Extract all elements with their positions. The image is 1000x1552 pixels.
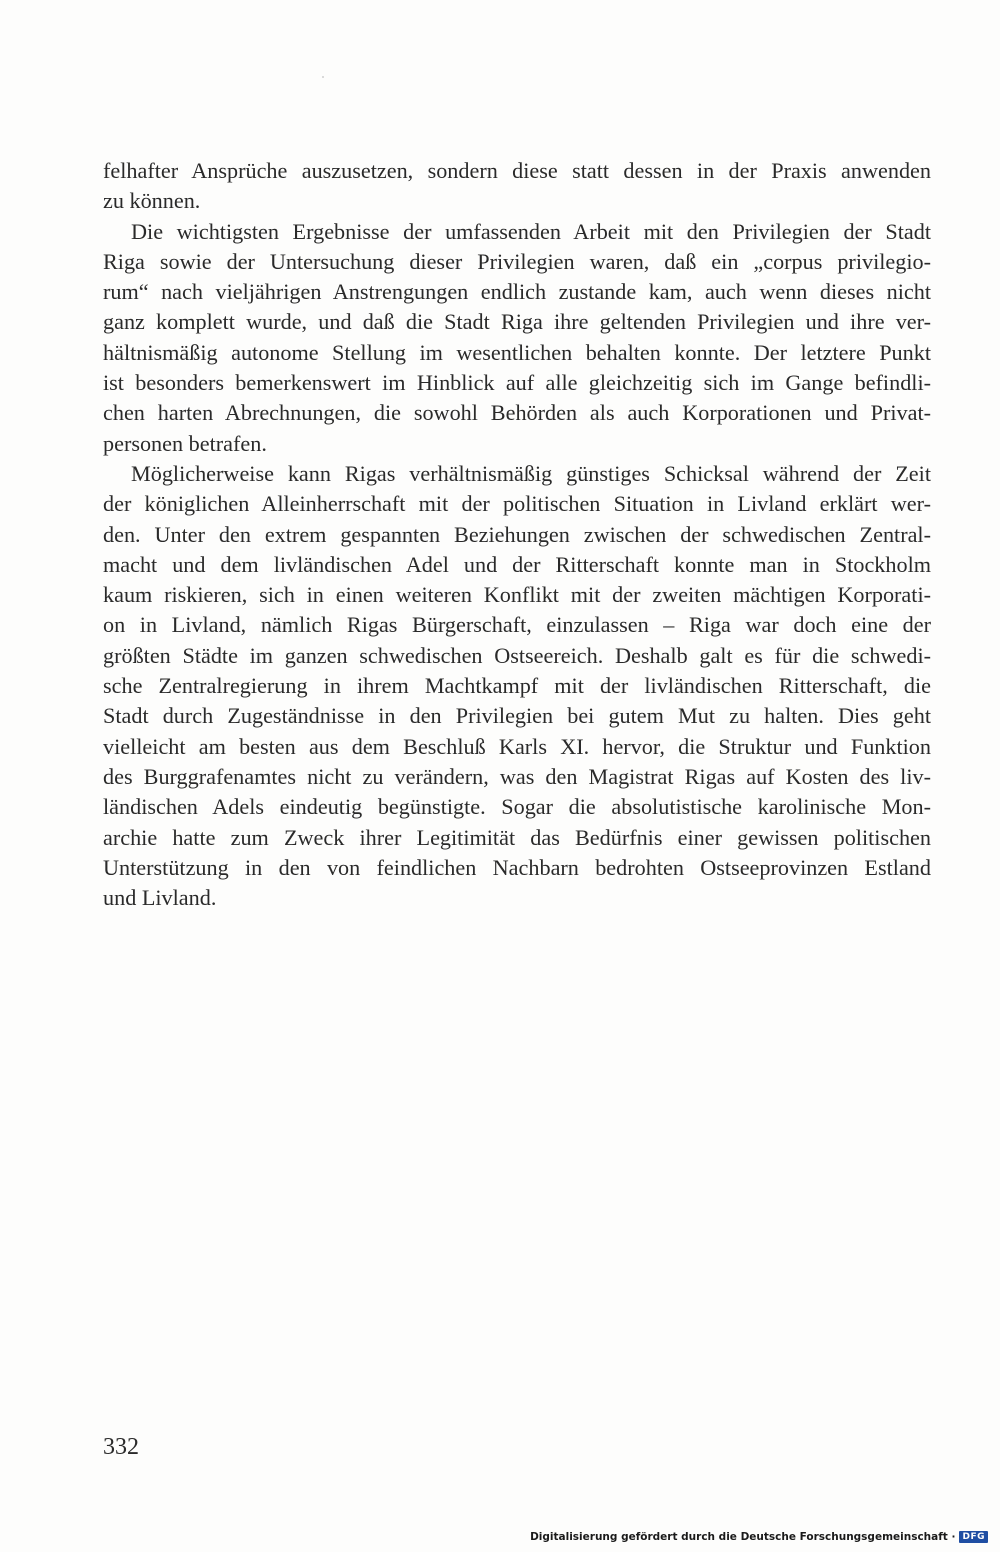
scan-speck: [322, 76, 324, 78]
text-line: Unterstützung in den von feindlichen Nachbarn bedrohten Ostseeprovinzen Estland: [103, 854, 931, 880]
text-line: vielleicht am besten aus dem Beschluß Karls XI. hervor, die Struktur und Funktion: [103, 733, 931, 759]
text-line: der königlichen Alleinherrschaft mit der politischen Situation in Livland erklärt wer-: [103, 491, 931, 517]
text-line: Riga sowie der Untersuchung dieser Privilegien waren, daß ein „corpus privilegio-: [103, 248, 931, 274]
credit-text: Digitalisierung gefördert durch die Deutsche Forschungsgemeinschaft ·: [530, 1531, 956, 1543]
text-line: rum“ nach vieljährigen Anstrengungen endlich zustande kam, auch wenn dieses nicht: [103, 279, 931, 305]
text-line: ländischen Adels eindeutig begünstigte. Sogar die absolutistische karolinische Mon-: [103, 794, 931, 820]
text-line: ist besonders bemerkenswert im Hinblick auf alle gleichzeitig sich im Gange befindli-: [103, 370, 931, 396]
text-line: größten Städte im ganzen schwedischen Ostseereich. Deshalb galt es für die schwedi-: [103, 642, 931, 668]
text-line: felhafter Ansprüche auszusetzen, sondern diese statt dessen in der Praxis anwenden: [103, 158, 931, 183]
text-line: hältnismäßig autonome Stellung im wesentlichen behalten konnte. Der letztere Punkt: [103, 339, 931, 365]
text-line: Die wichtigsten Ergebnisse der umfassenden Arbeit mit den Privilegien der Stadt: [131, 218, 931, 244]
text-line: on in Livland, nämlich Rigas Bürgerschaft, einzulassen – Riga war doch eine der: [103, 612, 931, 638]
paragraph-3: [103, 459, 931, 913]
text-line: kaum riskieren, sich in einen weiteren Konflikt mit der zweiten mächtigen Korporati-: [103, 582, 931, 608]
text-line: den. Unter den extrem gespannten Beziehungen zwischen der schwedischen Zentral-: [103, 521, 931, 547]
text-line: personen betrafen.: [103, 430, 267, 456]
body-text: [103, 156, 931, 913]
text-line: sche Zentralregierung in ihrem Machtkampf mit der livländischen Ritterschaft, die: [103, 673, 931, 699]
text-line: chen harten Abrechnungen, die sowohl Behörden als auch Korporationen und Privat-: [103, 400, 931, 426]
text-line: Möglicherweise kann Rigas verhältnismäßig günstiges Schicksal während der Zeit: [131, 460, 931, 486]
dfg-logo-icon: DFG: [959, 1531, 988, 1543]
text-line: macht und dem livländischen Adel und der Ritterschaft konnte man in Stockholm: [103, 551, 931, 577]
paragraph-2: [103, 217, 931, 459]
text-line: des Burggrafenamtes nicht zu verändern, was den Magistrat Rigas auf Kosten des liv-: [103, 763, 931, 789]
digitization-credit: [530, 1531, 988, 1543]
paragraph-1: [103, 156, 931, 217]
text-line: zu können.: [103, 188, 201, 214]
text-line: Stadt durch Zugeständnisse in den Privilegien bei gutem Mut zu halten. Dies geht: [103, 703, 931, 729]
text-line: und Livland.: [103, 885, 217, 911]
text-line: ganz komplett wurde, und daß die Stadt Riga ihre geltenden Privilegien und ihre ver-: [103, 309, 931, 335]
page-number: 332: [103, 1434, 139, 1460]
text-line: archie hatte zum Zweck ihrer Legitimität das Bedürfnis einer gewissen politischen: [103, 824, 931, 850]
